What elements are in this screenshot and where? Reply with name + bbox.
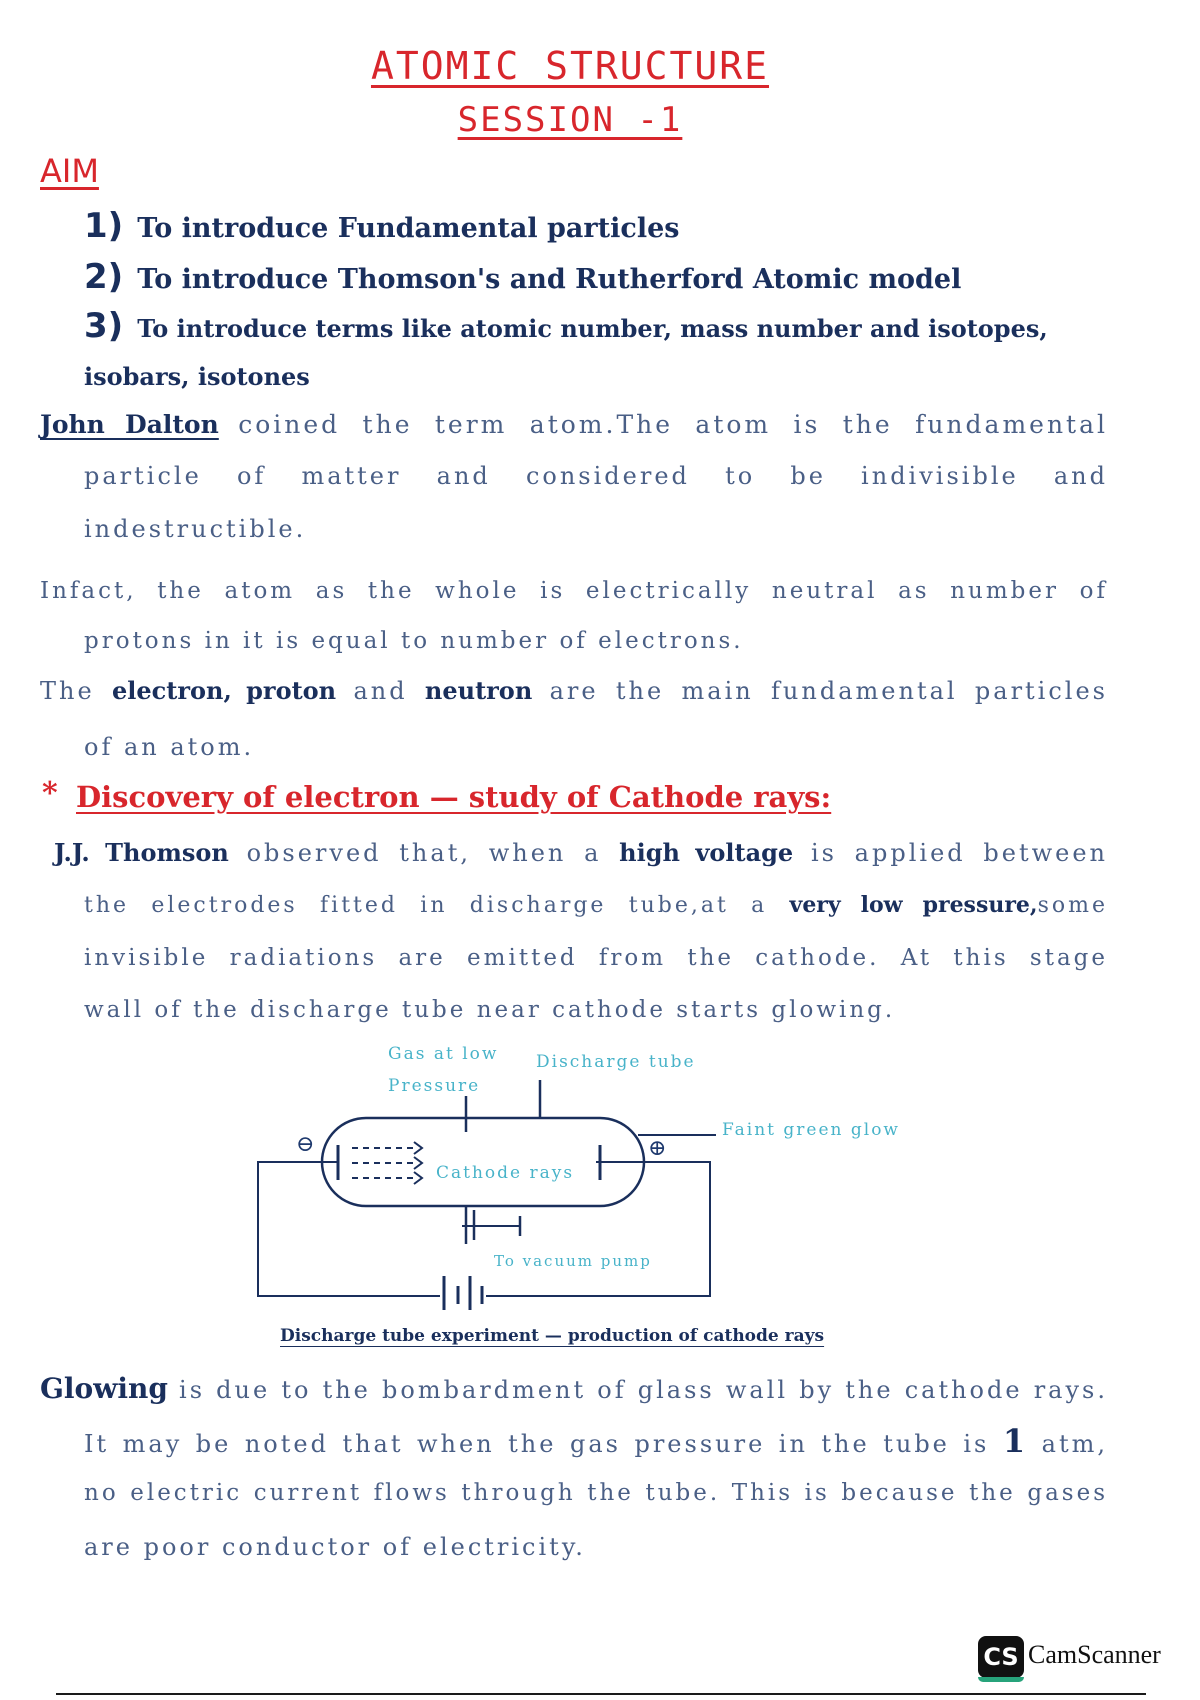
aim-item-3	[84, 306, 1048, 346]
particles-electron: electron,	[112, 676, 232, 705]
diagram-caption: Discharge tube experiment — production of cathode rays	[280, 1326, 825, 1346]
infact-line-2: protons in it is equal to number of electrons.	[84, 628, 744, 654]
session-title: SESSION -1	[457, 100, 683, 140]
particles-line-1	[40, 674, 1108, 708]
thomson-text-2c: some	[1037, 893, 1108, 918]
cathode-rays-label: Cathode rays	[436, 1163, 575, 1183]
glowing-line-2	[84, 1424, 1108, 1461]
thomson-high-voltage: high voltage	[619, 838, 794, 867]
green-glow-label: Faint green glow	[722, 1120, 900, 1140]
thomson-line-1	[54, 836, 1108, 870]
discharge-tube-label: Discharge tube	[536, 1052, 696, 1072]
thomson-name: J.J. Thomson	[54, 838, 229, 867]
footer-divider	[56, 1693, 1146, 1695]
thomson-line-2	[84, 888, 1108, 923]
particles-post: are the main fundamental particles	[532, 677, 1108, 705]
glowing-text-1: is due to the bombardment of glass wall by the cathode rays.	[167, 1376, 1108, 1404]
thomson-line-4: wall of the discharge tube near cathode starts glowing.	[84, 997, 896, 1023]
dalton-line-2: particle of matter and considered to be indivisible and	[84, 462, 1108, 490]
glowing-line-4: are poor conductor of electricity.	[84, 1533, 586, 1561]
camscanner-brand: CamScanner	[1028, 1640, 1161, 1669]
particles-mid: and	[336, 677, 425, 705]
particles-proton: proton	[246, 676, 337, 705]
aim-item-2-text: To introduce Thomson's and Rutherford Atomic model	[137, 264, 962, 295]
thomson-text-2a: the electrodes fitted in discharge tube,at a	[84, 893, 790, 918]
aim-heading: AIM	[40, 152, 99, 190]
aim-item-3-text: To introduce terms like atomic number, mass number and isotopes,	[137, 314, 1048, 343]
battery	[444, 1276, 482, 1310]
aim-item-2-num: 2)	[84, 257, 124, 297]
discovery-heading: Discovery of electron — study of Cathode rays:	[76, 780, 832, 814]
glowing-word: Glowing	[40, 1372, 168, 1405]
discharge-tube-shape	[322, 1118, 644, 1206]
infact-line-1: Infact, the atom as the whole is electrically neutral as number of	[40, 578, 1108, 604]
glowing-text-2a: It may be noted that when the gas pressure in the tube is	[84, 1430, 1003, 1458]
aim-item-1-num: 1)	[84, 206, 124, 246]
aim-item-2	[84, 257, 961, 297]
pressure-value: 1	[1002, 1422, 1029, 1460]
aim-item-3-continued: isobars, isotones	[84, 362, 310, 391]
particles-line-2: of an atom.	[84, 733, 255, 761]
dalton-text-1: coined the term atom.The atom is the fundamental	[238, 410, 1108, 439]
thomson-low-pressure: very low pressure,	[789, 892, 1038, 918]
cathode-ray-arrows	[352, 1142, 422, 1184]
thomson-text-1a: observed that, when a	[228, 839, 620, 867]
glowing-line-1	[40, 1372, 1108, 1407]
thomson-line-3: invisible radiations are emitted from the cathode. At this stage	[84, 945, 1108, 971]
pump-outlet	[462, 1206, 520, 1244]
dalton-name: John Dalton	[40, 410, 219, 439]
glowing-text-2b: atm,	[1028, 1430, 1108, 1458]
dalton-line-3: indestructible.	[84, 515, 307, 543]
discovery-star: *	[42, 776, 58, 811]
thomson-text-1c: is applied between	[793, 839, 1108, 867]
particles-neutron: neutron	[424, 676, 533, 705]
page-title: ATOMIC STRUCTURE	[370, 44, 770, 88]
vacuum-pump-label: To vacuum pump	[494, 1252, 652, 1270]
positive-terminal-icon: ⊕	[648, 1136, 667, 1161]
aim-item-3-num: 3)	[84, 306, 124, 346]
negative-terminal-icon: ⊖	[296, 1132, 315, 1157]
particles-pre: The	[40, 677, 112, 705]
gas-pressure-label-2: Pressure	[388, 1076, 481, 1096]
camscanner-logo: CS	[978, 1636, 1024, 1678]
gas-pressure-label-1: Gas at low	[388, 1044, 499, 1064]
aim-item-1-text: To introduce Fundamental particles	[137, 213, 680, 244]
glowing-line-3: no electric current flows through the tube. This is because the gases	[84, 1480, 1108, 1506]
aim-item-1	[84, 206, 679, 246]
dalton-line-1	[40, 408, 1108, 442]
